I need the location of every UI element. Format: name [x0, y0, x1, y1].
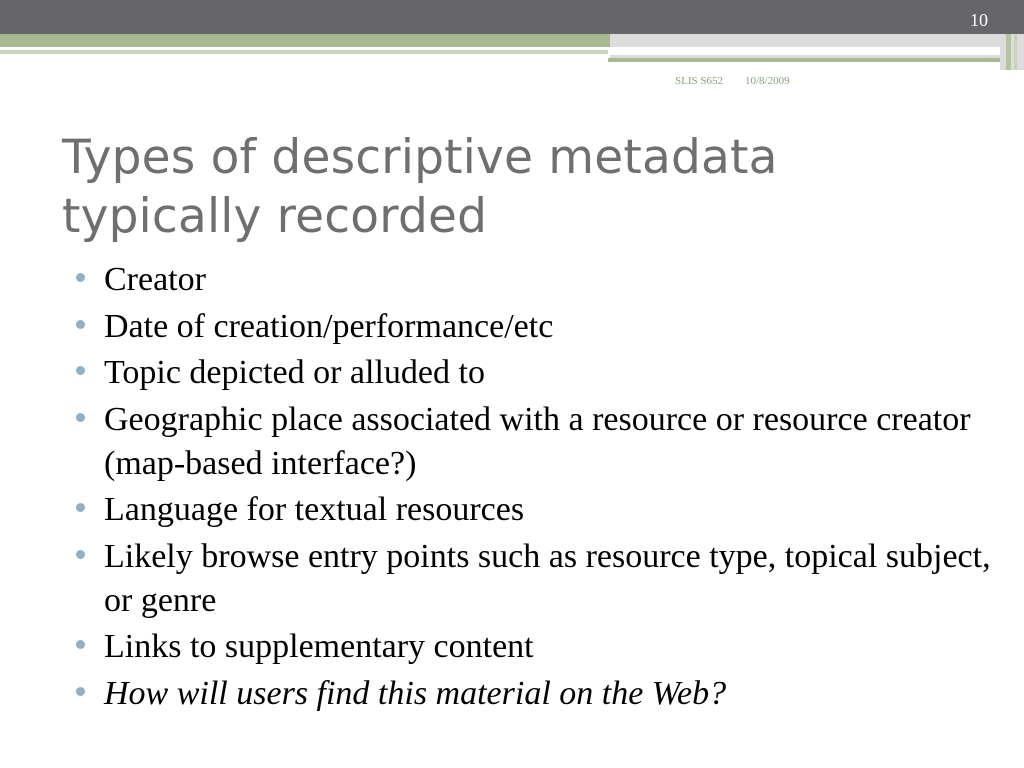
footer-date: 10/8/2009	[745, 75, 790, 87]
bullet-text: Language for textual resources	[104, 491, 525, 528]
bullet-item	[76, 535, 996, 623]
header-tab-edge-outer	[1014, 34, 1017, 70]
bullet-text: Creator	[104, 261, 206, 298]
bullet-dot-icon	[76, 503, 85, 512]
bullet-dot-icon	[76, 320, 85, 329]
bullet-item	[76, 398, 996, 486]
bullet-item	[76, 488, 996, 532]
footer-course: SLIS S652	[675, 75, 723, 87]
bullet-text: Geographic place associated with a resource or resource creator (map-based interface?)	[104, 400, 971, 482]
bullet-text: How will users find this material on the Web?	[104, 674, 727, 712]
bullet-text: Topic depicted or alluded to	[104, 354, 485, 391]
header-tab-edge	[1006, 34, 1011, 70]
bullet-text: Likely browse entry points such as resource type, topical subject, or genre	[104, 537, 991, 619]
bullet-dot-icon	[76, 687, 85, 696]
footer-info	[675, 75, 790, 87]
bullet-dot-icon	[76, 413, 85, 422]
bullet-item	[76, 625, 996, 669]
slide-number: 10	[970, 10, 988, 30]
bullet-list	[76, 258, 996, 718]
header-tab-inner-lower	[608, 62, 1000, 72]
bullet-dot-icon	[76, 640, 85, 649]
bullet-text: Date of creation/performance/etc	[104, 307, 554, 345]
bullet-item	[76, 258, 996, 302]
slide-title: Types of descriptive metadata typically recorded	[62, 130, 778, 244]
bullet-dot-icon	[76, 550, 85, 559]
bullet-text: Links to supplementary content	[104, 628, 534, 665]
bullet-item	[76, 351, 996, 395]
bullet-dot-icon	[76, 366, 85, 375]
bullet-item	[76, 305, 996, 349]
bullet-item	[76, 672, 996, 716]
header-band	[0, 0, 1024, 34]
bullet-dot-icon	[76, 273, 85, 282]
header-tab-inner	[608, 47, 1000, 55]
